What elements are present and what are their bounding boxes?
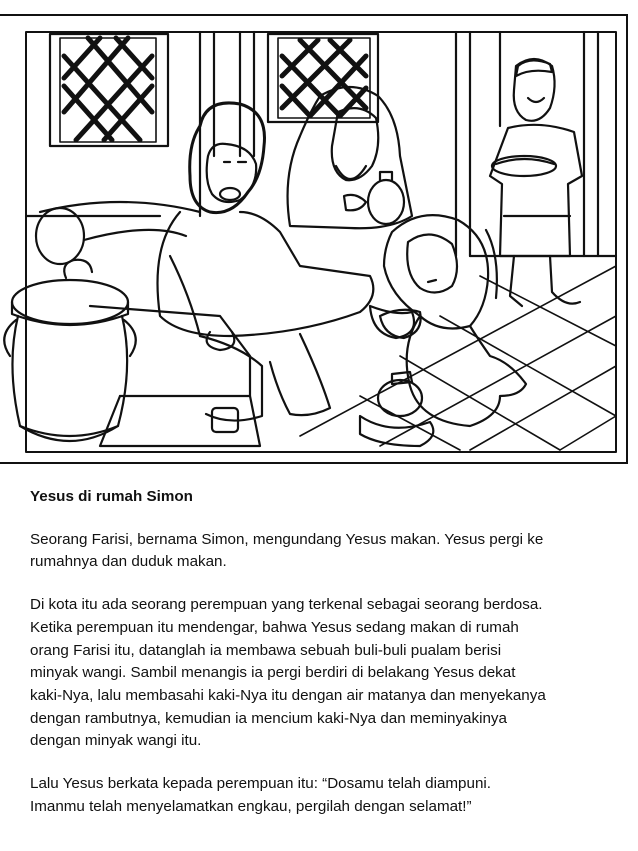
story-paragraph: Seorang Farisi, bernama Simon, mengundang Yesus makan. Yesus pergi ke rumahnya dan duduk makan. [30, 530, 544, 571]
simon-pharisee-figure [288, 87, 412, 228]
coloring-illustration [0, 14, 628, 464]
floor-tiles [300, 266, 616, 450]
jesus-at-simons-house-drawing [0, 16, 626, 462]
servant-figure [490, 59, 582, 306]
woman-figure [380, 215, 526, 426]
story-paragraph: Di kota itu ada seorang perempuan yang terkenal sebagai seorang berdosa. Ketika perempuan itu mendengar, bahwa Yesus sedang makan di rumah orang Farisi itu, datanglah ia membawa sebuah buli-buli pualam berisi minyak wangi. Sambil menangis ia pergi berdiri di belakang Yesus dekat kaki-Nya, lalu membasahi kaki-Nya itu dengan air matanya dan menyekanya dengan rambutnya, kemudian ia mencium kaki-Nya dan meminyakinya dengan minyak wangi itu. [30, 596, 546, 750]
jesus-figure [158, 103, 415, 415]
story-paragraph: Lalu Yesus berkata kepada perempuan itu: “Dosamu telah diampuni. Imanmu telah menyelamatkan engkau, pergilah dengan selamat!” [30, 775, 491, 815]
window-lattice-left [64, 38, 152, 140]
story-title: Yesus di rumah Simon [30, 488, 193, 505]
pottery-jar [4, 260, 136, 441]
window-lattice-right [282, 40, 366, 116]
story-text [30, 486, 620, 838]
